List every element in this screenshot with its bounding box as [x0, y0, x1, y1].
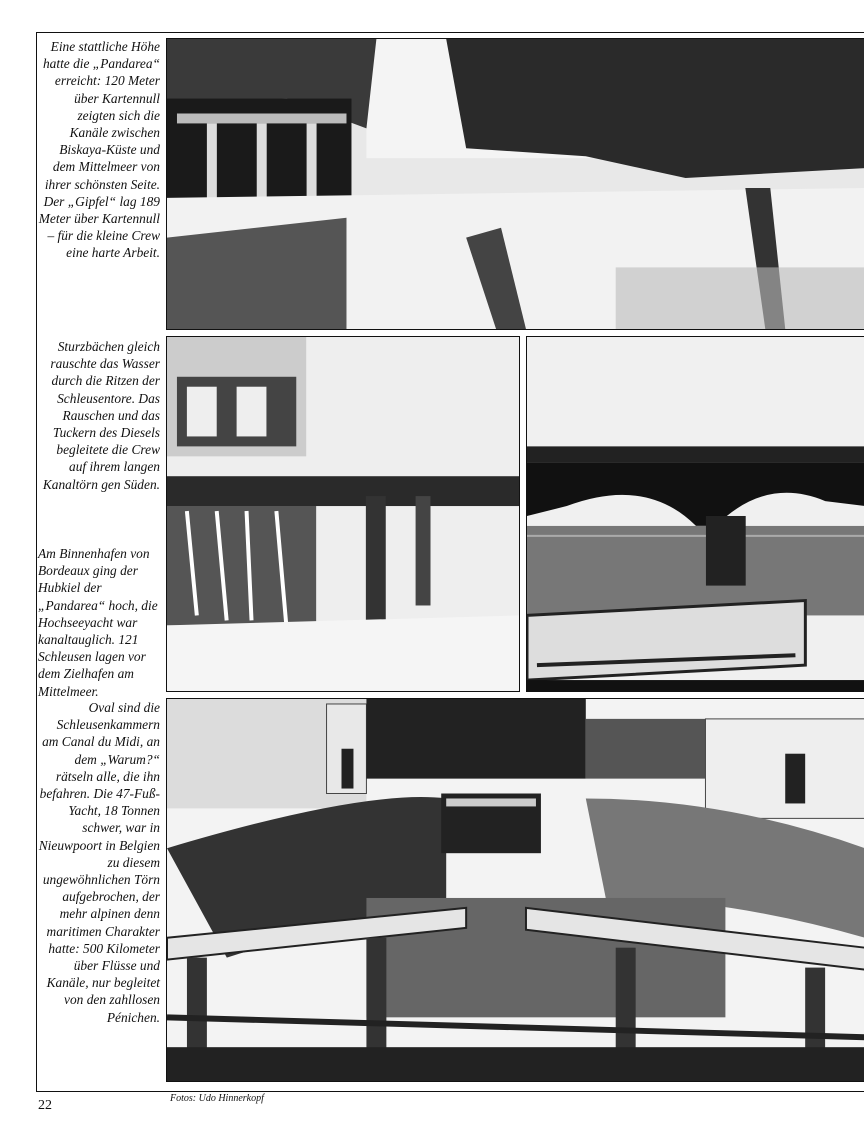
photo-canal-trees	[166, 38, 864, 330]
caption-oval-locks: Oval sind die Schleusenkammern am Canal du Midi, an dem „Warum?“ rätseln alle, die ihn befahren. Die 47-Fuß-Yacht, 18 Tonnen schwer, war in Nieuwpoort in Belgien zu diesem ungewöhnlichen Törn aufgebrochen, der mehr alpinen denn maritimen Charakter hatte: 500 Kilometer über Flüsse und Kanäle, nur begleitet von den zahllosen Pénichen.	[38, 700, 160, 1025]
caption-lock-gates: Sturzbächen gleich rauschte das Wasser durch die Ritzen der Schleusentore. Das Rauschen und das Tuckern des Diesels begleitete die Crew auf ihrem langen Kanaltörn gen Süden.	[42, 339, 160, 492]
caption-bordeaux: Am Binnenhafen von Bordeaux ging der Hubkiel der „Pandarea“ hoch, die Hochseeyacht war kanaltauglich. 121 Schleusen lagen vor dem Zielhafen am Mittelmeer.	[38, 546, 158, 699]
caption-canal-height: Eine stattliche Höhe hatte die „Pandarea“ erreicht: 120 Meter über Kartennull zeigten sich die Kanäle zwischen Biskaya-Küste und dem Mittelmeer von ihrer schönsten Seite. Der „Gipfel“ lag 189 Meter über Kartennull – für die kleine Crew eine harte Arbeit.	[38, 39, 160, 261]
page-number: 22	[38, 1098, 52, 1113]
photo-lock-waterfall	[166, 336, 520, 692]
photo-bridge-boat	[526, 336, 864, 692]
photo-credit: Fotos: Udo Hinnerkopf	[170, 1093, 264, 1104]
photo-oval-lock-chamber	[166, 698, 864, 1082]
